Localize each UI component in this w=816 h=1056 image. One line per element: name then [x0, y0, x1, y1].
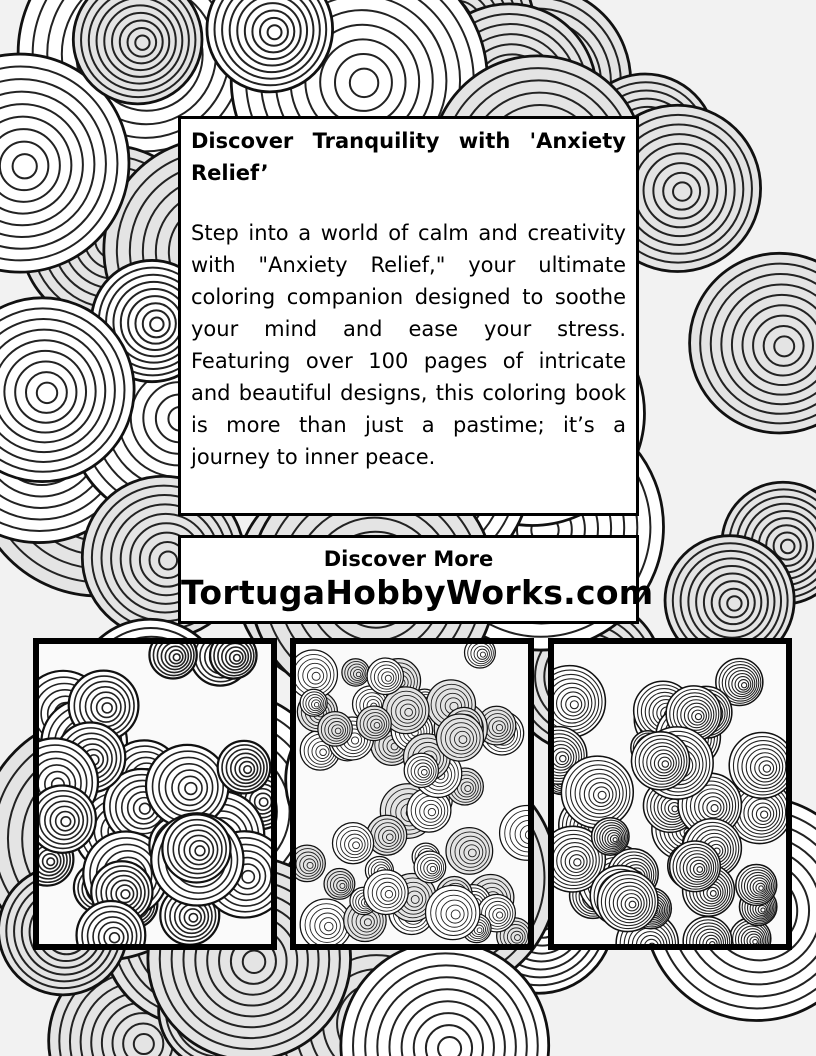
swirl-motif: [149, 644, 196, 679]
swirl-motif: [296, 845, 325, 882]
swirl-motif: [414, 851, 446, 883]
preview-page-3: [548, 638, 792, 950]
swirl-motif: [318, 712, 352, 746]
swirl-motif: [631, 732, 689, 790]
swirl-motif: [332, 823, 373, 864]
preview-page-2: [290, 638, 534, 950]
swirl-motif: [592, 818, 629, 855]
swirl-motif: [446, 828, 493, 875]
swirl-motif: [162, 814, 230, 882]
swirl-motif: [683, 917, 732, 944]
swirl-motif: [404, 753, 438, 787]
cta-heading: Discover More: [323, 547, 494, 571]
swirl-motif: [300, 689, 327, 716]
description-title: Discover Tranquility with 'Anxiety Relief’: [191, 129, 626, 185]
preview-page-1: [33, 638, 277, 950]
swirl-motif: [729, 732, 786, 798]
swirl-motif: [561, 756, 633, 828]
swirl-motif: [39, 786, 96, 853]
swirl-motif: [597, 871, 657, 931]
swirl-motif: [342, 659, 369, 686]
swirl-motif: [367, 658, 403, 694]
swirl-motif: [218, 741, 271, 794]
swirl-motif: [364, 870, 409, 915]
description-panel: [178, 116, 639, 516]
cta-panel: [178, 535, 654, 624]
swirl-motif: [357, 706, 392, 741]
swirl-motif: [670, 841, 721, 892]
swirl-motif: [736, 864, 777, 905]
swirl-motif: [690, 253, 816, 433]
swirl-motif: [210, 644, 256, 679]
swirl-motif: [426, 885, 480, 939]
description-body: Step into a world of calm and creativity with "Anxiety Relief," your ultimate coloring companion designed to soothe your mind and ease your stress. Featuring over 100 pages of intricate and beautiful designs, this coloring book is more than just a pastime; it’s a journey to inner peace.: [191, 221, 626, 469]
website-link[interactable]: TortugaHobbyWorks.com: [181, 573, 654, 612]
swirl-motif: [324, 869, 355, 900]
swirl-motif: [436, 714, 483, 761]
swirl-motif: [465, 644, 496, 668]
swirl-motif: [500, 806, 528, 861]
